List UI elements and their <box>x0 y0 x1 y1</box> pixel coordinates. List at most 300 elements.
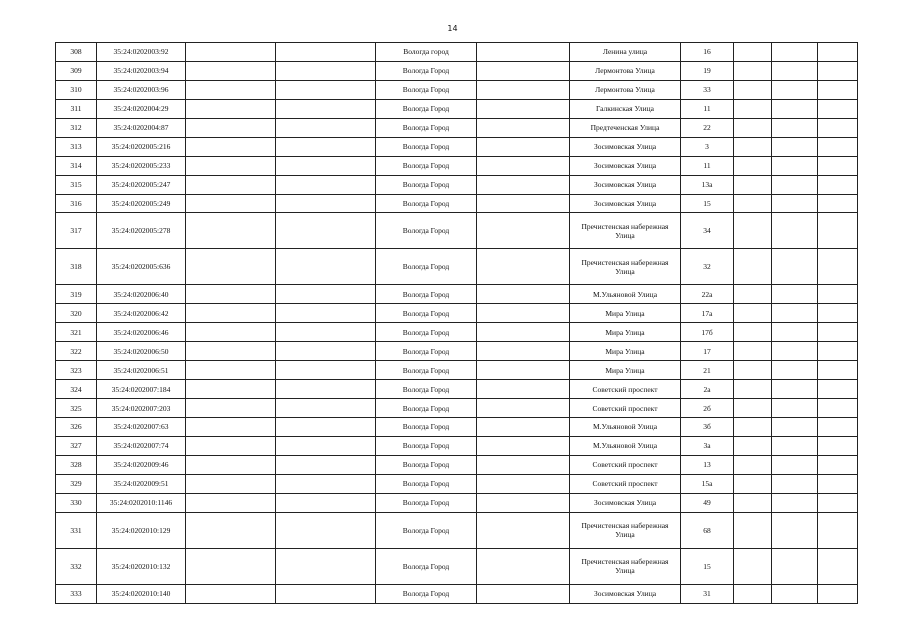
empty-cell <box>734 584 772 603</box>
empty-cell <box>734 61 772 80</box>
street-cell: Советский проспект <box>570 380 681 399</box>
table-row <box>56 584 858 603</box>
table-row <box>56 512 858 548</box>
empty-cell <box>772 61 818 80</box>
street-cell: Мира Улица <box>570 323 681 342</box>
cadastral-number-cell: 35:24:0202009:51 <box>97 474 186 493</box>
city-cell: Вологда Город <box>376 399 477 418</box>
empty-cell <box>276 512 376 548</box>
empty-cell <box>276 285 376 304</box>
city-cell: Вологда Город <box>376 99 477 118</box>
cadastral-number-cell: 35:24:0202003:96 <box>97 80 186 99</box>
empty-cell <box>276 194 376 213</box>
street-cell: Ленина улица <box>570 43 681 62</box>
table-row <box>56 380 858 399</box>
empty-cell <box>276 455 376 474</box>
city-cell: Вологда Город <box>376 548 477 584</box>
empty-cell <box>818 380 858 399</box>
table-row <box>56 137 858 156</box>
table-row <box>56 399 858 418</box>
cadastral-number-cell: 35:24:0202010:129 <box>97 512 186 548</box>
house-number-cell: 21 <box>681 361 734 380</box>
house-number-cell: 11 <box>681 156 734 175</box>
page-number: 14 <box>447 24 458 33</box>
empty-cell <box>772 137 818 156</box>
row-number-cell: 333 <box>56 584 97 603</box>
table-row <box>56 474 858 493</box>
table-row <box>56 99 858 118</box>
house-number-cell: 3б <box>681 418 734 437</box>
cadastral-number-cell: 35:24:0202005:249 <box>97 194 186 213</box>
house-number-cell: 17б <box>681 323 734 342</box>
house-number-cell: 49 <box>681 493 734 512</box>
table-row <box>56 285 858 304</box>
empty-cell <box>772 175 818 194</box>
empty-cell <box>734 156 772 175</box>
empty-cell <box>734 43 772 62</box>
empty-cell <box>818 43 858 62</box>
empty-cell <box>186 455 276 474</box>
empty-cell <box>186 548 276 584</box>
street-cell: Зосимовская Улица <box>570 156 681 175</box>
empty-cell <box>477 118 570 137</box>
street-cell: М.Ульяновой Улица <box>570 436 681 455</box>
empty-cell <box>772 342 818 361</box>
empty-cell <box>772 493 818 512</box>
empty-cell <box>186 474 276 493</box>
empty-cell <box>772 584 818 603</box>
empty-cell <box>772 548 818 584</box>
street-cell: Пречистенская набережная Улица <box>570 249 681 285</box>
table-row <box>56 43 858 62</box>
empty-cell <box>734 213 772 249</box>
empty-cell <box>818 137 858 156</box>
empty-cell <box>772 361 818 380</box>
empty-cell <box>818 156 858 175</box>
empty-cell <box>818 361 858 380</box>
empty-cell <box>276 213 376 249</box>
empty-cell <box>772 99 818 118</box>
empty-cell <box>734 175 772 194</box>
empty-cell <box>734 249 772 285</box>
empty-cell <box>477 285 570 304</box>
empty-cell <box>186 436 276 455</box>
house-number-cell: 17а <box>681 304 734 323</box>
empty-cell <box>818 436 858 455</box>
cadastral-number-cell: 35:24:0202007:203 <box>97 399 186 418</box>
house-number-cell: 34 <box>681 213 734 249</box>
row-number-cell: 313 <box>56 137 97 156</box>
empty-cell <box>734 474 772 493</box>
street-cell: Галкинская Улица <box>570 99 681 118</box>
street-cell: Зосимовская Улица <box>570 175 681 194</box>
empty-cell <box>772 43 818 62</box>
city-cell: Вологда Город <box>376 418 477 437</box>
row-number-cell: 312 <box>56 118 97 137</box>
table-row <box>56 118 858 137</box>
city-cell: Вологда Город <box>376 213 477 249</box>
empty-cell <box>477 61 570 80</box>
empty-cell <box>818 175 858 194</box>
city-cell: Вологда Город <box>376 512 477 548</box>
empty-cell <box>276 323 376 342</box>
empty-cell <box>734 493 772 512</box>
empty-cell <box>477 194 570 213</box>
empty-cell <box>734 380 772 399</box>
street-cell: Советский проспект <box>570 474 681 493</box>
empty-cell <box>772 285 818 304</box>
empty-cell <box>772 436 818 455</box>
empty-cell <box>477 175 570 194</box>
house-number-cell: 32 <box>681 249 734 285</box>
empty-cell <box>477 137 570 156</box>
empty-cell <box>818 61 858 80</box>
empty-cell <box>818 194 858 213</box>
table-row <box>56 548 858 584</box>
empty-cell <box>186 493 276 512</box>
street-cell: Зосимовская Улица <box>570 194 681 213</box>
table-row <box>56 418 858 437</box>
row-number-cell: 314 <box>56 156 97 175</box>
table-row <box>56 323 858 342</box>
empty-cell <box>477 584 570 603</box>
table-row <box>56 194 858 213</box>
table-row <box>56 249 858 285</box>
empty-cell <box>276 380 376 399</box>
table-row <box>56 304 858 323</box>
row-number-cell: 310 <box>56 80 97 99</box>
empty-cell <box>477 548 570 584</box>
house-number-cell: 22а <box>681 285 734 304</box>
street-cell: Зосимовская Улица <box>570 584 681 603</box>
row-number-cell: 320 <box>56 304 97 323</box>
house-number-cell: 13 <box>681 455 734 474</box>
cadastral-number-cell: 35:24:0202005:247 <box>97 175 186 194</box>
cadastral-number-cell: 35:24:0202005:636 <box>97 249 186 285</box>
empty-cell <box>186 304 276 323</box>
empty-cell <box>818 285 858 304</box>
city-cell: Вологда Город <box>376 342 477 361</box>
empty-cell <box>772 380 818 399</box>
table-row <box>56 455 858 474</box>
empty-cell <box>818 474 858 493</box>
empty-cell <box>772 213 818 249</box>
street-cell: Пречистенская набережная Улица <box>570 548 681 584</box>
city-cell: Вологда Город <box>376 436 477 455</box>
empty-cell <box>477 361 570 380</box>
empty-cell <box>818 512 858 548</box>
empty-cell <box>186 194 276 213</box>
cadastral-number-cell: 35:24:0202010:132 <box>97 548 186 584</box>
empty-cell <box>818 342 858 361</box>
house-number-cell: 17 <box>681 342 734 361</box>
empty-cell <box>477 80 570 99</box>
house-number-cell: 13а <box>681 175 734 194</box>
empty-cell <box>734 323 772 342</box>
row-number-cell: 319 <box>56 285 97 304</box>
house-number-cell: 2а <box>681 380 734 399</box>
empty-cell <box>186 418 276 437</box>
table-row <box>56 156 858 175</box>
table-row <box>56 361 858 380</box>
row-number-cell: 311 <box>56 99 97 118</box>
row-number-cell: 326 <box>56 418 97 437</box>
house-number-cell: 33 <box>681 80 734 99</box>
row-number-cell: 329 <box>56 474 97 493</box>
empty-cell <box>276 80 376 99</box>
city-cell: Вологда Город <box>376 361 477 380</box>
street-cell: Лермонтова Улица <box>570 61 681 80</box>
street-cell: М.Ульяновой Улица <box>570 418 681 437</box>
empty-cell <box>186 80 276 99</box>
empty-cell <box>276 61 376 80</box>
empty-cell <box>477 399 570 418</box>
street-cell: Мира Улица <box>570 342 681 361</box>
empty-cell <box>818 99 858 118</box>
cadastral-number-cell: 35:24:0202007:74 <box>97 436 186 455</box>
city-cell: Вологда город <box>376 43 477 62</box>
empty-cell <box>186 342 276 361</box>
empty-cell <box>276 99 376 118</box>
cadastral-number-cell: 35:24:0202005:278 <box>97 213 186 249</box>
empty-cell <box>186 137 276 156</box>
empty-cell <box>734 512 772 548</box>
house-number-cell: 11 <box>681 99 734 118</box>
empty-cell <box>734 304 772 323</box>
empty-cell <box>477 380 570 399</box>
empty-cell <box>818 323 858 342</box>
empty-cell <box>186 213 276 249</box>
house-number-cell: 68 <box>681 512 734 548</box>
house-number-cell: 15а <box>681 474 734 493</box>
empty-cell <box>772 118 818 137</box>
empty-cell <box>477 156 570 175</box>
cadastral-number-cell: 35:24:0202007:63 <box>97 418 186 437</box>
house-number-cell: 15 <box>681 194 734 213</box>
house-number-cell: 15 <box>681 548 734 584</box>
table-row <box>56 213 858 249</box>
city-cell: Вологда Город <box>376 249 477 285</box>
row-number-cell: 325 <box>56 399 97 418</box>
empty-cell <box>734 361 772 380</box>
empty-cell <box>772 194 818 213</box>
empty-cell <box>772 323 818 342</box>
city-cell: Вологда Город <box>376 137 477 156</box>
empty-cell <box>772 80 818 99</box>
empty-cell <box>818 213 858 249</box>
empty-cell <box>818 80 858 99</box>
empty-cell <box>477 99 570 118</box>
empty-cell <box>734 80 772 99</box>
empty-cell <box>477 342 570 361</box>
empty-cell <box>276 342 376 361</box>
empty-cell <box>186 118 276 137</box>
city-cell: Вологда Город <box>376 493 477 512</box>
house-number-cell: 3 <box>681 137 734 156</box>
empty-cell <box>186 380 276 399</box>
cadastral-number-cell: 35:24:0202006:51 <box>97 361 186 380</box>
empty-cell <box>734 137 772 156</box>
row-number-cell: 321 <box>56 323 97 342</box>
cadastral-number-cell: 35:24:0202006:42 <box>97 304 186 323</box>
empty-cell <box>772 399 818 418</box>
empty-cell <box>772 156 818 175</box>
empty-cell <box>772 249 818 285</box>
empty-cell <box>186 156 276 175</box>
street-cell: Зосимовская Улица <box>570 493 681 512</box>
cadastral-number-cell: 35:24:0202005:233 <box>97 156 186 175</box>
street-cell: Пречистенская набережная Улица <box>570 512 681 548</box>
city-cell: Вологда Город <box>376 323 477 342</box>
cadastral-number-cell: 35:24:0202010:140 <box>97 584 186 603</box>
street-cell: Мира Улица <box>570 304 681 323</box>
empty-cell <box>818 399 858 418</box>
house-number-cell: 16 <box>681 43 734 62</box>
empty-cell <box>276 548 376 584</box>
city-cell: Вологда Город <box>376 304 477 323</box>
city-cell: Вологда Город <box>376 175 477 194</box>
empty-cell <box>186 399 276 418</box>
empty-cell <box>186 175 276 194</box>
row-number-cell: 324 <box>56 380 97 399</box>
empty-cell <box>734 436 772 455</box>
city-cell: Вологда Город <box>376 285 477 304</box>
row-number-cell: 332 <box>56 548 97 584</box>
cadastral-number-cell: 35:24:0202006:40 <box>97 285 186 304</box>
empty-cell <box>276 156 376 175</box>
empty-cell <box>477 418 570 437</box>
city-cell: Вологда Город <box>376 156 477 175</box>
cadastral-number-cell: 35:24:0202004:29 <box>97 99 186 118</box>
empty-cell <box>818 418 858 437</box>
empty-cell <box>818 249 858 285</box>
row-number-cell: 309 <box>56 61 97 80</box>
row-number-cell: 330 <box>56 493 97 512</box>
street-cell: Предтеченская Улица <box>570 118 681 137</box>
empty-cell <box>276 118 376 137</box>
city-cell: Вологда Город <box>376 80 477 99</box>
cadastral-number-cell: 35:24:0202007:184 <box>97 380 186 399</box>
empty-cell <box>276 175 376 194</box>
empty-cell <box>734 548 772 584</box>
empty-cell <box>772 512 818 548</box>
empty-cell <box>818 548 858 584</box>
empty-cell <box>477 304 570 323</box>
table-row <box>56 436 858 455</box>
empty-cell <box>276 418 376 437</box>
table-body <box>56 43 858 604</box>
empty-cell <box>186 99 276 118</box>
empty-cell <box>772 418 818 437</box>
empty-cell <box>818 118 858 137</box>
empty-cell <box>818 584 858 603</box>
empty-cell <box>734 118 772 137</box>
street-cell: Советский проспект <box>570 455 681 474</box>
empty-cell <box>818 493 858 512</box>
empty-cell <box>734 418 772 437</box>
cadastral-number-cell: 35:24:0202009:46 <box>97 455 186 474</box>
cadastral-number-cell: 35:24:0202003:92 <box>97 43 186 62</box>
city-cell: Вологда Город <box>376 194 477 213</box>
cadastral-number-cell: 35:24:0202010:1146 <box>97 493 186 512</box>
row-number-cell: 328 <box>56 455 97 474</box>
house-number-cell: 31 <box>681 584 734 603</box>
empty-cell <box>276 361 376 380</box>
empty-cell <box>477 474 570 493</box>
city-cell: Вологда Город <box>376 455 477 474</box>
row-number-cell: 315 <box>56 175 97 194</box>
table-row <box>56 342 858 361</box>
empty-cell <box>276 399 376 418</box>
empty-cell <box>734 399 772 418</box>
empty-cell <box>186 43 276 62</box>
empty-cell <box>772 455 818 474</box>
house-number-cell: 19 <box>681 61 734 80</box>
empty-cell <box>186 323 276 342</box>
street-cell: Мира Улица <box>570 361 681 380</box>
city-cell: Вологда Город <box>376 118 477 137</box>
empty-cell <box>734 285 772 304</box>
cadastral-number-cell: 35:24:0202003:94 <box>97 61 186 80</box>
empty-cell <box>186 361 276 380</box>
address-registry-table <box>55 42 858 604</box>
empty-cell <box>186 249 276 285</box>
empty-cell <box>477 436 570 455</box>
cadastral-number-cell: 35:24:0202004:87 <box>97 118 186 137</box>
empty-cell <box>818 304 858 323</box>
empty-cell <box>477 493 570 512</box>
empty-cell <box>276 304 376 323</box>
empty-cell <box>772 304 818 323</box>
empty-cell <box>186 512 276 548</box>
city-cell: Вологда Город <box>376 474 477 493</box>
city-cell: Вологда Город <box>376 380 477 399</box>
row-number-cell: 323 <box>56 361 97 380</box>
empty-cell <box>276 474 376 493</box>
empty-cell <box>276 43 376 62</box>
empty-cell <box>276 249 376 285</box>
empty-cell <box>186 584 276 603</box>
empty-cell <box>477 43 570 62</box>
empty-cell <box>186 285 276 304</box>
cadastral-number-cell: 35:24:0202005:216 <box>97 137 186 156</box>
city-cell: Вологда Город <box>376 584 477 603</box>
empty-cell <box>186 61 276 80</box>
empty-cell <box>477 323 570 342</box>
empty-cell <box>477 213 570 249</box>
empty-cell <box>276 436 376 455</box>
street-cell: Зосимовская Улица <box>570 137 681 156</box>
table-row <box>56 175 858 194</box>
empty-cell <box>477 512 570 548</box>
empty-cell <box>734 194 772 213</box>
empty-cell <box>734 342 772 361</box>
cadastral-number-cell: 35:24:0202006:46 <box>97 323 186 342</box>
house-number-cell: 2б <box>681 399 734 418</box>
house-number-cell: 22 <box>681 118 734 137</box>
row-number-cell: 331 <box>56 512 97 548</box>
table-row <box>56 80 858 99</box>
city-cell: Вологда Город <box>376 61 477 80</box>
empty-cell <box>477 249 570 285</box>
cadastral-number-cell: 35:24:0202006:50 <box>97 342 186 361</box>
empty-cell <box>276 584 376 603</box>
house-number-cell: 3а <box>681 436 734 455</box>
empty-cell <box>772 474 818 493</box>
street-cell: Лермонтова Улица <box>570 80 681 99</box>
row-number-cell: 322 <box>56 342 97 361</box>
empty-cell <box>734 99 772 118</box>
